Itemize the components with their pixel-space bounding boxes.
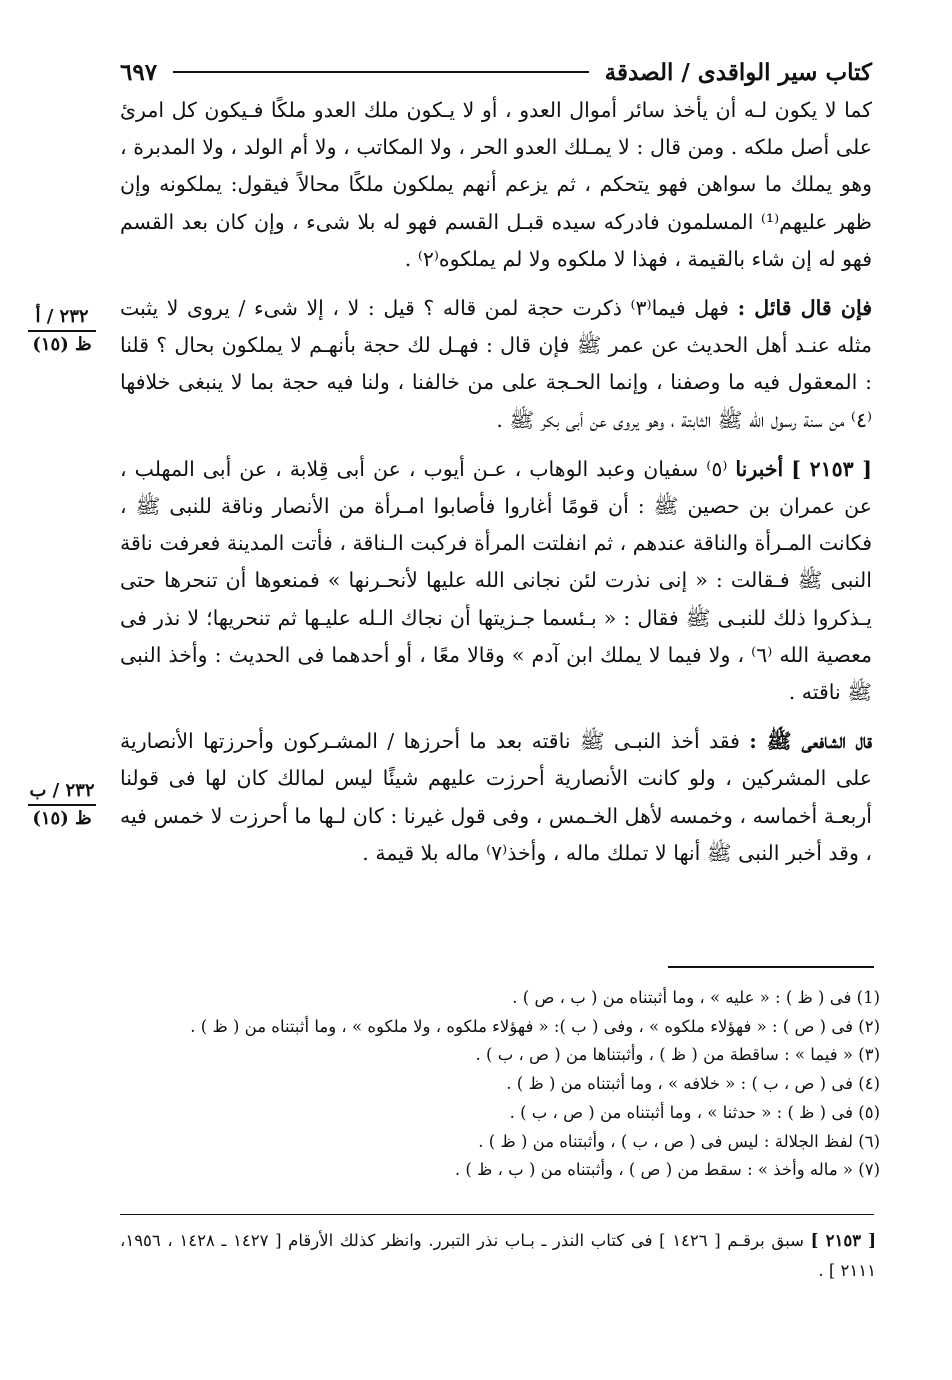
paragraph-3-body: ⁽٥⁾ سفيان وعبد الوهاب ، عـن أيوب ، عن أبى قِلابة ، عن أبى المهلب ، عن عمران بن حصين ﷺ : أن قومًا أغاروا فأصابوا امـرأة من الأنصار وناقة للنبى ﷺ ، فكانت المـرأة والناقة عندهم ، ثم انفلتت المرأة فركبت الـناقة ، فأتت المدينة فعرفت ناقة النبى ﷺ فـقالت : « إنى نذرت لئن نجانى الله عليها لأنحـرنها » فمنعوها أن تنحرها حتى يـذكروا ذلك للنبـى ﷺ فقال : « بـئسما جـزيتها أن نجاك الـله عليـها ثم تنحريها؛ لا نذر فى معصية الله ⁽٦⁾ ، ولا فيما لا يملك ابن آدم » وقالا معًا ، أو أحدهما فى الحديث : وأخذ النبى ﷺ ناقته . <box>120 456 872 705</box>
footnote-rule <box>668 966 874 968</box>
footnote-3: (٣) « فيما » : ساقطة من ( ظ ) ، وأثبتناها من ( ص ، ب ) . <box>475 1045 880 1065</box>
paragraph-4-body: فقد أخذ النبـى ﷺ ناقته بعد ما أحرزها / المشـركون وأحرزتها الأنصارية على المشركين ، ولو كانت الأنصارية أحرزت عليهم شيئًا ليس لمالك كان لها فى قولنا أربعـة أخماسه ، وخمسه لأهل الخـمس ، وفى قول غيرنا : كان لـها ما أحرزت لا خمس فيه ، وقد أخبر النبى ﷺ أنها لا تملك ماله ، وأخذ⁽٧⁾ ماله بلا قيمة . <box>120 729 872 865</box>
footnote-6: (٦) لفظ الجلالة : ليس فى ( ص ، ب ) ، وأثبتناه من ( ظ ) . <box>478 1131 880 1151</box>
margin-note-folio: ٢٣٢ / أ <box>28 306 96 332</box>
margin-note-manuscript: ظ (١٥) <box>32 808 92 829</box>
margin-note-folio: ٢٣٢ / ب <box>28 780 96 806</box>
paragraph-3-lead: أخبرنا <box>735 456 784 481</box>
cross-reference-number: [ ٢١٥٣ ] <box>810 1231 876 1250</box>
footnote-4: (٤) فى ( ص ، ب ) : « خلافه » ، وما أثبتناه من ( ظ ) . <box>506 1074 880 1094</box>
paragraph-1: كما لا يكون لـه أن يأخذ سائر أموال العدو ، أو لا يـكون ملك العدو ملكًا فـيكون كل امرئ على أصل ملكه . ومن قال : لا يمـلك العدو الحر ، ولا المكاتب ، ولا أم الولد ، ولا المدبرة ، وهو يملك ما سواهن فهو يتحكم ، ثم يزعم أنهم يملكون ملكًا محالاً فيقول: يملكونه وإن ظهر عليهم⁽¹⁾ المسلمون فادركه سيده قبـل القسم فهو له بلا شىء ، وإن كان بعد القسم فهو له إن شاء بالقيمة ، فهذا لا ملكوه ولا لم يملكوه⁽٢⁾ . <box>120 98 872 271</box>
paragraph-2 <box>120 290 872 439</box>
header-rule <box>173 71 589 73</box>
margin-note-manuscript: ظ (١٥) <box>32 334 92 355</box>
cross-reference-note <box>120 1226 876 1286</box>
main-text <box>120 92 872 884</box>
paragraph-3-hadith <box>120 451 872 711</box>
footnotes <box>140 984 880 1185</box>
cross-reference-text: سبق برقـم [ ١٤٢٦ ] فى كتاب النذر ـ بـاب نذر التبرر. وانظر كذلك الأرقام [ ١٤٢٧ ـ ١٤٢٨ ، ١٩٥٦، ٢١١١ ] . <box>120 1231 876 1280</box>
footnote-7: (٧) « ماله وأخذ » : سقط من ( ص ) ، وأثبتناه من ( ب ، ظ ) . <box>454 1160 880 1180</box>
footnote-2: (٢) فى ( ص ) : « فهؤلاء ملكوه » ، وفى ( ب ): « فهؤلاء ملكوه ، ولا ملكوه » ، وما أثبتناه من ( ظ ) . <box>190 1016 880 1036</box>
reference-rule <box>120 1214 874 1215</box>
footnote-5: (٥) فى ( ظ ) : « حدثنا » ، وما أثبتناه من ( ص ، ب ) . <box>509 1102 880 1122</box>
paragraph-4 <box>120 723 872 872</box>
page-header <box>120 52 872 92</box>
hadith-number: [ ٢١٥٣ ] <box>791 456 872 481</box>
paragraph-2-lead: فإن قال قائل : <box>737 296 872 321</box>
paragraph-2-body: فهل فيما⁽٣⁾ ذكرت حجة لمن قاله ؟ قيل : لا ، إلا شىء / يروى لا يثبت مثله عنـد أهل الحديث عن عمر ﷺ فإن قال : فهـل لك حجة بأنهـم لا يملكون بحال ؟ قلنا : المعقول فيه ما وصفنا ، وإنما الحـجة على من خالفنا ، ولنا فيه حجة بما لا ينبغى خلافها ⁽٤⁾ من سنة رسول الله ﷺ الثابتة ، وهو يروى عن أبى بكر ﷺ . <box>120 296 872 432</box>
margin-note-232a <box>28 306 96 356</box>
footnote-1: (1) فى ( ظ ) : « عليه » ، وما أثبتناه من ( ب ، ص ) . <box>512 988 880 1007</box>
running-title: كتاب سير الواقدى / الصدقة <box>604 58 872 86</box>
margin-note-232b <box>28 780 96 830</box>
paragraph-4-lead: قال الشافعى ﷺ : <box>749 729 872 754</box>
page-number: ٦٩٧ <box>120 58 158 86</box>
